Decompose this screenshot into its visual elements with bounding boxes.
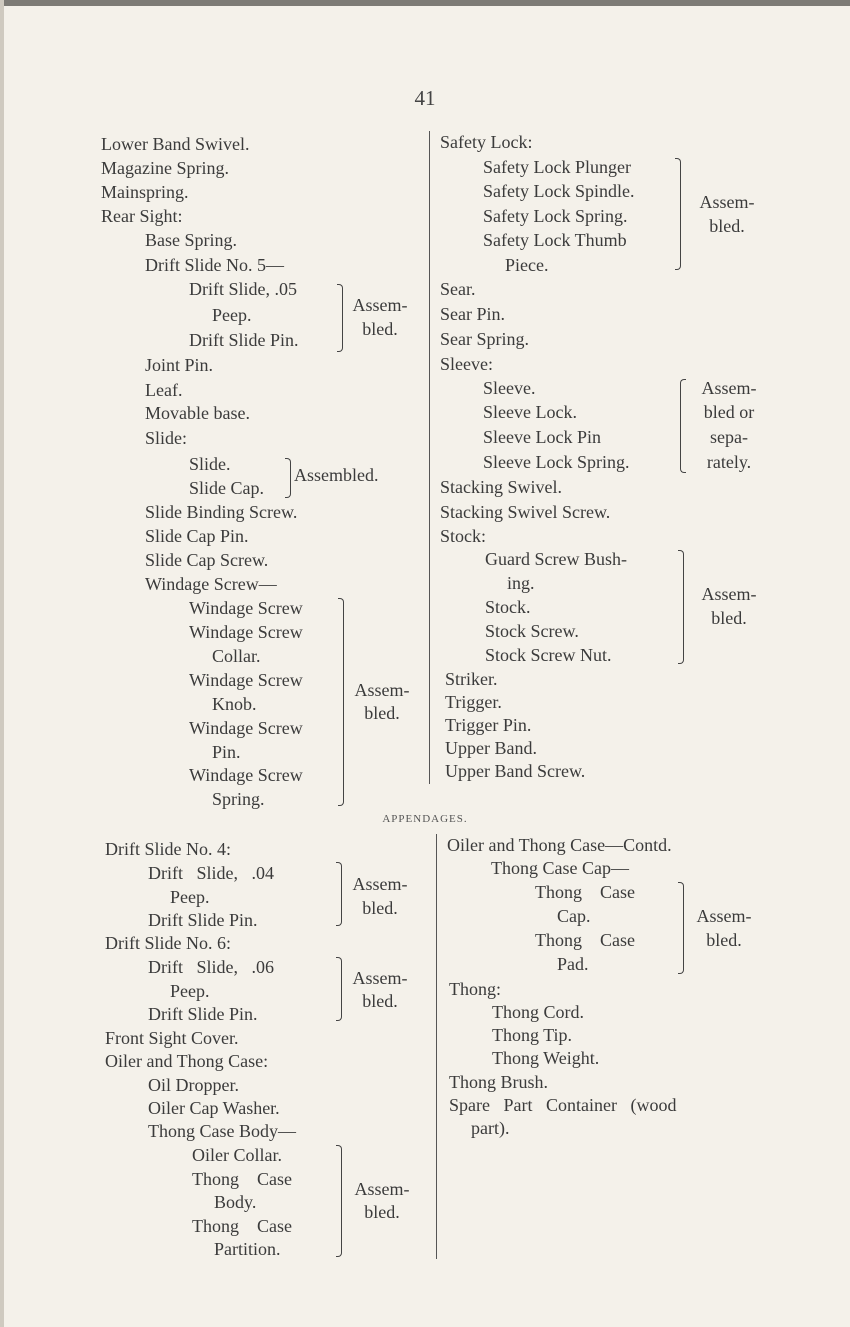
list-item: Safety Lock Spring. <box>483 206 628 226</box>
list-item: Drift Slide No. 5— <box>145 255 284 275</box>
assembled-note: Assem- <box>352 968 408 988</box>
list-item: Rear Sight: <box>101 206 183 226</box>
list-item: Slide: <box>145 428 188 448</box>
list-item: Safety Lock: <box>440 132 533 152</box>
list-item: Thong Case <box>192 1169 292 1189</box>
list-item: Thong: <box>449 979 501 999</box>
list-item: Stock Screw Nut. <box>485 645 612 665</box>
list-item: Windage Screw <box>189 718 303 738</box>
assembled-note: bled or <box>703 402 755 422</box>
list-item: Thong Case <box>535 930 635 950</box>
list-item: Thong Case <box>535 882 635 902</box>
list-item: Stacking Swivel Screw. <box>440 502 611 522</box>
list-item: Upper Band. <box>445 738 537 758</box>
list-item: Sear. <box>440 279 476 299</box>
list-item: Sleeve Lock. <box>483 402 577 422</box>
assembled-note: Assem- <box>696 906 752 926</box>
list-item: Magazine Spring. <box>101 158 229 178</box>
list-item: Windage Screw <box>189 765 303 785</box>
assembled-note: bled. <box>362 319 398 339</box>
list-item: Slide Binding Screw. <box>145 502 298 522</box>
brace-bracket <box>678 550 684 664</box>
assembled-note: bled. <box>711 608 747 628</box>
list-item: Stock. <box>485 597 531 617</box>
list-item: Mainspring. <box>101 182 189 202</box>
page-number: 41 <box>414 86 436 110</box>
assembled-note: bled. <box>364 703 400 723</box>
brace-bracket <box>336 957 342 1021</box>
brace-bracket <box>336 862 342 926</box>
list-item: Leaf. <box>145 380 183 400</box>
list-item: Thong Case Body— <box>148 1121 296 1141</box>
page-edge-left <box>0 0 4 1327</box>
list-item: Windage Screw <box>189 670 303 690</box>
list-item: ing. <box>507 573 535 593</box>
list-item: Sleeve Lock Pin <box>483 427 601 447</box>
assembled-note: Assem- <box>699 192 755 212</box>
list-item: Guard Screw Bush- <box>485 549 627 569</box>
brace-bracket <box>336 1145 342 1257</box>
list-item: Sear Spring. <box>440 329 529 349</box>
list-item: Thong Brush. <box>449 1072 548 1092</box>
list-item: Partition. <box>214 1239 281 1259</box>
list-item: Collar. <box>212 646 261 666</box>
list-item: Thong Case <box>192 1216 292 1236</box>
list-item: Slide Cap. <box>189 478 264 498</box>
column-divider <box>436 834 437 1259</box>
list-item: Striker. <box>445 669 498 689</box>
list-item: Pin. <box>212 742 241 762</box>
list-item: Knob. <box>212 694 257 714</box>
list-item: Drift Slide, .05 <box>189 279 297 299</box>
assembled-note: Assem- <box>352 874 408 894</box>
list-item: Peep. <box>170 981 210 1001</box>
page-edge-top <box>0 0 850 6</box>
list-item: part). <box>471 1118 510 1138</box>
list-item: Drift Slide No. 6: <box>105 933 231 953</box>
brace-bracket <box>337 284 343 352</box>
list-item: Stock Screw. <box>485 621 579 641</box>
list-item: Drift Slide, .06 <box>148 957 274 977</box>
list-item: Slide. <box>189 454 231 474</box>
brace-bracket <box>338 598 344 806</box>
list-item: Drift Slide, .04 <box>148 863 274 883</box>
list-item: Joint Pin. <box>145 355 214 375</box>
list-item: Thong Case Cap— <box>491 858 629 878</box>
list-item: Drift Slide Pin. <box>189 330 299 350</box>
assembled-note: Assem- <box>701 378 757 398</box>
assembled-note: bled. <box>364 1202 400 1222</box>
list-item: Sear Pin. <box>440 304 505 324</box>
list-item: Sleeve: <box>440 354 493 374</box>
list-item: Oiler Collar. <box>192 1145 282 1165</box>
list-item: Sleeve. <box>483 378 536 398</box>
list-item: Front Sight Cover. <box>105 1028 239 1048</box>
list-item: Spring. <box>212 789 265 809</box>
assembled-note: Assembled. <box>294 465 379 485</box>
list-item: Safety Lock Thumb <box>483 230 627 250</box>
brace-bracket <box>680 379 686 473</box>
list-item: Piece. <box>505 255 549 275</box>
list-item: Peep. <box>212 305 252 325</box>
list-item: Drift Slide Pin. <box>148 1004 258 1024</box>
list-item: Cap. <box>557 906 591 926</box>
list-item: Slide Cap Screw. <box>145 550 269 570</box>
assembled-note: Assem- <box>354 680 410 700</box>
list-item: Thong Tip. <box>492 1025 573 1045</box>
list-item: Windage Screw <box>189 598 303 618</box>
assembled-note: Assem- <box>354 1179 410 1199</box>
list-item: Sleeve Lock Spring. <box>483 452 630 472</box>
assembled-note: rately. <box>706 452 752 472</box>
list-item: Trigger Pin. <box>445 715 532 735</box>
assembled-note: bled. <box>706 930 742 950</box>
column-divider <box>429 131 430 784</box>
brace-bracket <box>285 458 291 498</box>
assembled-note: bled. <box>362 991 398 1011</box>
assembled-note: Assem- <box>352 295 408 315</box>
list-item: Base Spring. <box>145 230 237 250</box>
assembled-note: bled. <box>709 216 745 236</box>
list-item: Lower Band Swivel. <box>101 134 250 154</box>
list-item: Movable base. <box>145 403 250 423</box>
list-item: Safety Lock Spindle. <box>483 181 635 201</box>
assembled-note: Assem- <box>701 584 757 604</box>
brace-bracket <box>675 158 681 270</box>
list-item: Spare Part Container (wood <box>449 1095 677 1115</box>
list-item: Body. <box>214 1192 257 1212</box>
brace-bracket <box>678 882 684 974</box>
list-item: Oiler and Thong Case: <box>105 1051 269 1071</box>
list-item: Windage Screw <box>189 622 303 642</box>
list-item: Pad. <box>557 954 589 974</box>
list-item: Stacking Swivel. <box>440 477 562 497</box>
list-item: Upper Band Screw. <box>445 761 586 781</box>
list-item: Oil Dropper. <box>148 1075 239 1095</box>
list-item: Windage Screw— <box>145 574 277 594</box>
list-item: Drift Slide No. 4: <box>105 839 231 859</box>
section-heading: APPENDAGES. <box>382 813 468 825</box>
assembled-note: sepa- <box>710 427 748 447</box>
list-item: Drift Slide Pin. <box>148 910 258 930</box>
list-item: Slide Cap Pin. <box>145 526 249 546</box>
list-item: Stock: <box>440 526 487 546</box>
list-item: Trigger. <box>445 692 502 712</box>
list-item: Oiler and Thong Case—Contd. <box>447 835 672 855</box>
assembled-note: bled. <box>362 898 398 918</box>
list-item: Oiler Cap Washer. <box>148 1098 280 1118</box>
list-item: Thong Cord. <box>492 1002 584 1022</box>
list-item: Peep. <box>170 887 210 907</box>
list-item: Safety Lock Plunger <box>483 157 631 177</box>
list-item: Thong Weight. <box>492 1048 600 1068</box>
